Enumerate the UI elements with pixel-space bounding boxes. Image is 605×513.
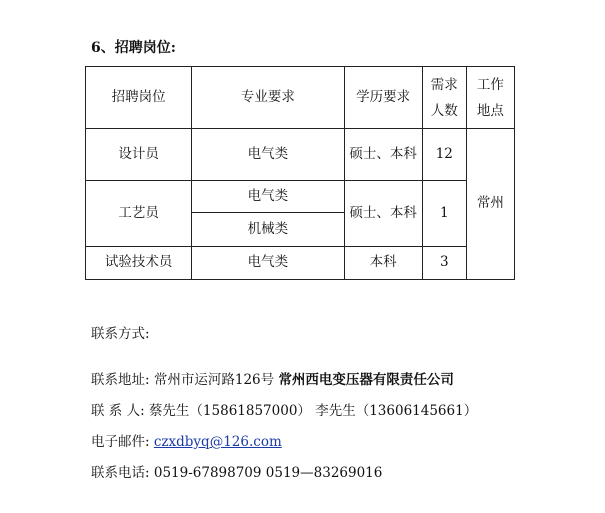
cell-position: 工艺员: [86, 181, 192, 247]
cell-count: 1: [422, 181, 466, 247]
contact-email-line: [91, 430, 282, 450]
cell-major: 电气类: [192, 247, 344, 280]
cell-education: 硕士、本科: [344, 129, 422, 181]
header-education: 学历要求: [344, 67, 422, 129]
header-count: [422, 67, 466, 129]
phone-label: 联系电话:: [91, 465, 150, 481]
cell-location: 常州: [466, 129, 514, 280]
header-major: 专业要求: [192, 67, 344, 129]
section-title: 6、招聘岗位:: [91, 40, 176, 56]
contact-address-line: [91, 368, 454, 388]
contact-phone-line: [91, 461, 382, 481]
address-label: 联系地址:: [91, 372, 150, 388]
cell-major: 机械类: [192, 213, 344, 247]
cell-major: 电气类: [192, 181, 344, 213]
address-value: 常州市运河路126号: [153, 372, 275, 388]
cell-position: 试验技术员: [86, 247, 192, 280]
cell-major: 电气类: [192, 129, 344, 181]
cell-count: 3: [422, 247, 466, 280]
table-row: [86, 247, 515, 280]
header-location-line1: 工作: [476, 76, 504, 93]
header-count-line2: 人数: [430, 102, 458, 119]
header-location-line2: 地点: [476, 102, 504, 119]
header-count-line1: 需求: [430, 76, 458, 93]
email-label: 电子邮件:: [91, 434, 150, 450]
cell-education: 硕士、本科: [344, 181, 422, 247]
cell-count: 12: [422, 129, 466, 181]
table-row: [86, 181, 515, 213]
contact-heading: 联系方式:: [91, 326, 150, 342]
contact-person-line: [91, 399, 477, 419]
recruitment-table: [85, 66, 515, 280]
table-header-row: [86, 67, 515, 129]
email-link[interactable]: czxdbyq@126.com: [153, 434, 282, 450]
table-row: [86, 129, 515, 181]
header-location: [466, 67, 514, 129]
cell-position: 设计员: [86, 129, 192, 181]
person-label: 联 系 人:: [91, 403, 145, 419]
person-value: 蔡先生（15861857000） 李先生（13606145661）: [148, 403, 478, 419]
cell-education: 本科: [344, 247, 422, 280]
company-name: 常州西电变压器有限责任公司: [278, 372, 454, 388]
phone-value: 0519-67898709 0519—83269016: [153, 465, 383, 481]
header-position: 招聘岗位: [86, 67, 192, 129]
